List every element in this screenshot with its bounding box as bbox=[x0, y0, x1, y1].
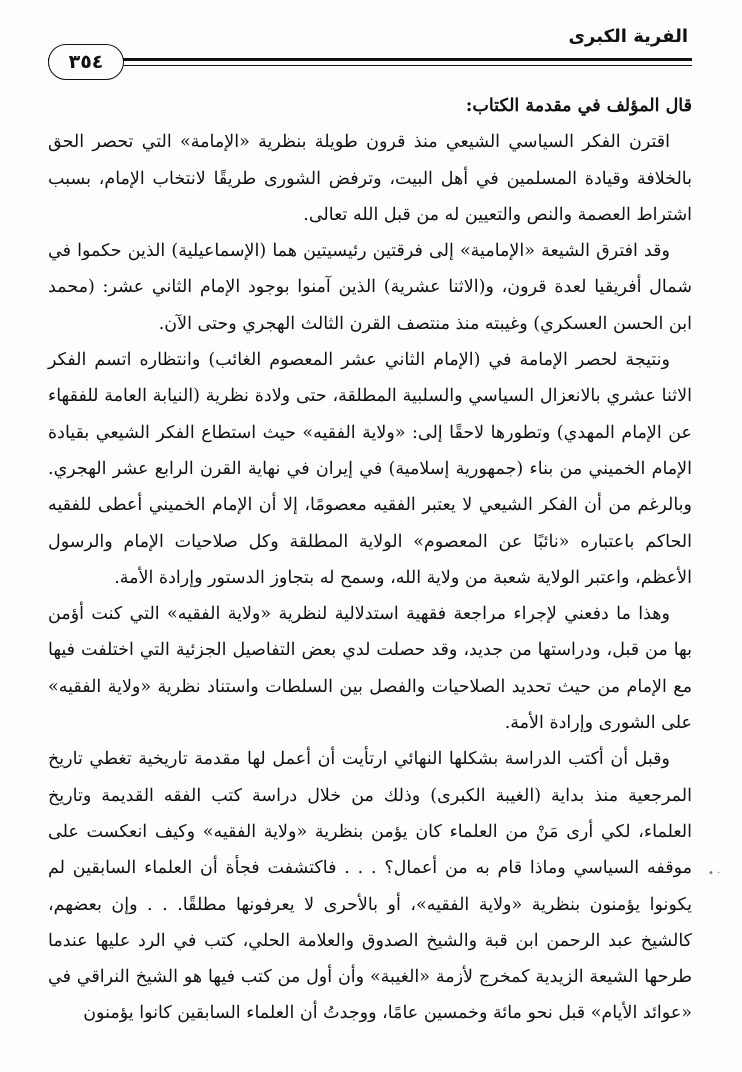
page-number: ٣٥٤ bbox=[48, 44, 124, 80]
page-header bbox=[48, 20, 692, 72]
paragraph: اقترن الفكر السياسي الشيعي منذ قرون طويلة بنظرية «الإمامة» التي تحصر الحق بالخلافة وقيادة المسلمين في أهل البيت، وترفض الشورى طريقًا لانتخاب الإمام، بسبب اشتراط العصمة والنص والتعيين له من قبل الله تعالى. bbox=[48, 132, 692, 225]
section-heading: قال المؤلف في مقدمة الكتاب: bbox=[465, 96, 692, 116]
header-rule-thick bbox=[48, 58, 692, 61]
scan-speck: • · bbox=[708, 868, 721, 879]
paragraph: وقد افترق الشيعة «الإمامية» إلى فرقتين رئيسيتين هما (الإسماعيلية) الذين حكموا في شمال أفريقيا لعدة قرون، و(الاثنا عشرية) الذين آمنوا بوجود الإمام الثاني عشر: (محمد ابن الحسن العسكري) وغيبته منذ منتصف القرن الثالث الهجري وحتى الآن. bbox=[48, 241, 692, 334]
paragraph: وهذا ما دفعني لإجراء مراجعة فقهية استدلالية لنظرية «ولاية الفقيه» التي كنت أؤمن بها من قبل، ودراستها من جديد، وقد حصلت لدي بعض التفاصيل الجزئية التي اختلفت فيها مع الإمام من حيث تحديد الصلاحيات والفصل بين السلطات واستناد نظرية «ولاية الفقيه» على الشورى وإرادة الأمة. bbox=[48, 604, 692, 734]
paragraph: وقبل أن أكتب الدراسة بشكلها النهائي ارتأيت أن أعمل لها مقدمة تاريخية تغطي تاريخ المرجعية منذ بداية (الغيبة الكبرى) وذلك من خلال دراسة كتب الفقه القديمة وتاريخ العلماء، لكي أرى مَنْ من العلماء كان يؤمن بنظرية «ولاية الفقيه» وكيف انعكست على موقفه السياسي وماذا قام به من أعمال؟ . . . فاكتشفت فجأة أن العلماء السابقين لم يكونوا يؤمنون بنظرية «ولاية الفقيه»، أو بالأحرى لا يعرفونها مطلقًا. . . وإن بعضهم، كالشيخ عبد الرحمن ابن قبة والشيخ الصدوق والعلامة الحلي، كتب في الرد عليها عندما طرحها الشيعة الزيدية كمخرج لأزمة «الغيبة» وأن أول من كتب فيها هو الشيخ النراقي في «عوائد الأيام» قبل نحو مائة وخمسين عامًا، ووجدتُ أن العلماء السابقين كانوا يؤمنون bbox=[48, 749, 692, 1024]
page-body bbox=[48, 88, 692, 1032]
paragraph: ونتيجة لحصر الإمامة في (الإمام الثاني عشر المعصوم الغائب) وانتظاره اتسم الفكر الاثنا عشري بالانعزال السياسي والسلبية المطلقة، حتى ولادة نظرية (النيابة العامة للفقهاء عن الإمام المهدي) وتطورها لاحقًا إلى: «ولاية الفقيه» حيث استطاع الفكر الشيعي بقيادة الإمام الخميني من بناء (جمهورية إسلامية) في إيران في نهاية القرن الرابع عشر الهجري. وبالرغم من أن الفكر الشيعي لا يعتبر الفقيه معصومًا، إلا أن الإمام الخميني أعطى للفقيه الحاكم باعتباره «نائبًا عن المعصوم» الولاية المطلقة وكل صلاحيات الإمام والرسول الأعظم، واعتبر الولاية شعبة من ولاية الله، وسمح له بتجاوز الدستور وإرادة الأمة. bbox=[48, 350, 692, 588]
header-rule-thin bbox=[48, 65, 692, 66]
book-title: الفرية الكبرى bbox=[568, 26, 688, 47]
